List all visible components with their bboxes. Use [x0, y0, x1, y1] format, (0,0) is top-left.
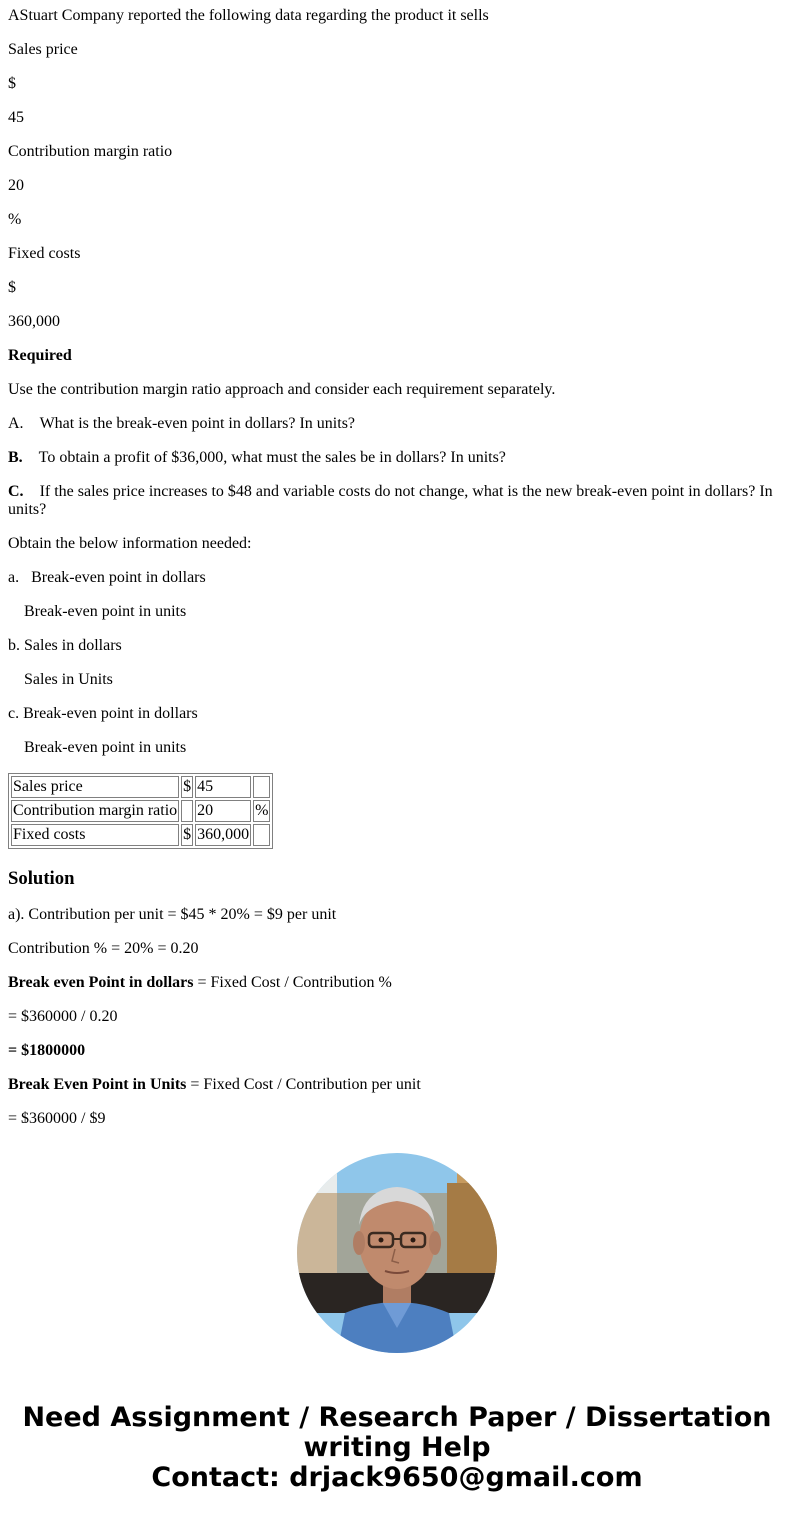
bep-dollars-label: Break even Point in dollars	[8, 974, 194, 991]
table-cell-unit: %	[253, 800, 270, 822]
solution-line-bep-units	[8, 1076, 786, 1094]
requirement-a	[8, 415, 786, 433]
cm-ratio-label: Contribution margin ratio	[8, 143, 173, 160]
document-body	[8, 0, 786, 1123]
table-cell-value: 20	[195, 800, 251, 822]
obtain-line-c-units: Break-even point in units	[24, 739, 187, 756]
requirement-c	[8, 483, 786, 519]
requirement-a-text: What is the break-even point in dollars? In units?	[39, 415, 356, 432]
solution-heading: Solution	[8, 868, 75, 889]
table-cell-currency: $	[181, 824, 193, 846]
sales-price-currency: $	[8, 75, 16, 92]
table-cell-currency: $	[181, 776, 193, 798]
solution-line-contribution-unit: a). Contribution per unit = $45 * 20% = $9 per unit	[8, 906, 337, 923]
sales-price-value: 45	[8, 109, 24, 126]
cm-ratio-value: 20	[8, 177, 24, 194]
table-cell-unit	[253, 824, 270, 846]
promo-contact: Contact: drjack9650@gmail.com	[151, 1462, 643, 1493]
required-instruction: Use the contribution margin ratio approach and consider each requirement separately.	[8, 381, 556, 398]
requirement-c-text: If the sales price increases to $48 and variable costs do not change, what is the new break-even point in dollars? In units?	[8, 483, 773, 518]
promo-line-1: Need Assignment / Research Paper / Dissertation	[22, 1402, 772, 1433]
requirement-a-letter: A.	[8, 415, 24, 432]
bep-units-label: Break Even Point in Units	[8, 1076, 187, 1093]
portrait-image	[297, 1153, 497, 1353]
promo-text	[0, 1403, 794, 1493]
solution-line-calc: = $360000 / 0.20	[8, 1008, 118, 1025]
obtain-line-a-units: Break-even point in units	[24, 603, 187, 620]
table-cell-value: 45	[195, 776, 251, 798]
table-cell-unit	[253, 776, 270, 798]
obtain-line-c-dollars: c. Break-even point in dollars	[8, 705, 198, 722]
requirement-b-text: To obtain a profit of $36,000, what must the sales be in dollars? In units?	[38, 449, 506, 466]
avatar	[297, 1153, 497, 1353]
bep-dollars-formula: = Fixed Cost / Contribution %	[193, 974, 392, 991]
fixed-costs-value: 360,000	[8, 313, 60, 330]
solution-line-units-calc: = $360000 / $9	[8, 1110, 106, 1123]
promo-line-2: writing Help	[303, 1432, 491, 1463]
fixed-costs-currency: $	[8, 279, 16, 296]
intro-text: AStuart Company reported the following data regarding the product it sells	[8, 7, 489, 24]
table-row	[11, 824, 270, 846]
cm-ratio-unit: %	[8, 211, 22, 228]
data-table	[8, 773, 273, 849]
sales-price-label: Sales price	[8, 41, 78, 58]
obtain-line-b-units: Sales in Units	[24, 671, 113, 688]
obtain-line-b-dollars: b. Sales in dollars	[8, 637, 122, 654]
promo-footer	[0, 1123, 794, 1523]
bep-units-formula: = Fixed Cost / Contribution per unit	[186, 1076, 421, 1093]
table-cell-value: 360,000	[195, 824, 251, 846]
solution-line-bep-dollars	[8, 974, 786, 992]
requirement-b	[8, 449, 786, 467]
requirement-b-letter: B.	[8, 449, 23, 466]
table-cell-label: Contribution margin ratio	[11, 800, 179, 822]
obtain-heading: Obtain the below information needed:	[8, 535, 252, 552]
table-cell-label: Fixed costs	[11, 824, 179, 846]
table-cell-currency	[181, 800, 193, 822]
fixed-costs-label: Fixed costs	[8, 245, 81, 262]
requirement-c-letter: C.	[8, 483, 24, 500]
solution-line-contribution-pct: Contribution % = 20% = 0.20	[8, 940, 199, 957]
table-row	[11, 776, 270, 798]
table-row	[11, 800, 270, 822]
solution-line-result: = $1800000	[8, 1042, 86, 1059]
obtain-line-a-dollars: a. Break-even point in dollars	[8, 569, 206, 586]
required-heading: Required	[8, 347, 72, 364]
table-cell-label: Sales price	[11, 776, 179, 798]
